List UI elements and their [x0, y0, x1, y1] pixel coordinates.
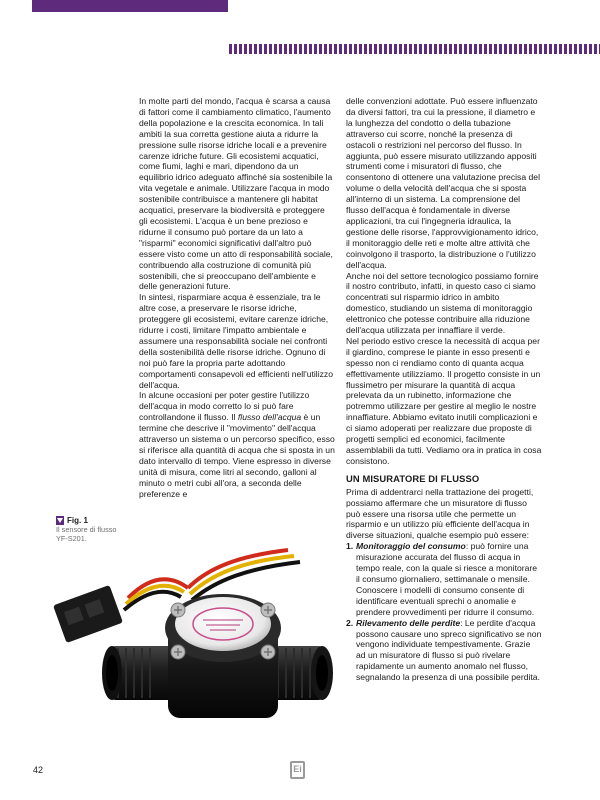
- connector-plug: [53, 585, 123, 643]
- list-item-title: Monitoraggio del consumo: [356, 541, 466, 552]
- figure-label: Fig. 1: [67, 516, 88, 525]
- figure-caption-line-1: Il sensore di flusso: [56, 525, 117, 534]
- figure-caption-line-2: YF-S201.: [56, 534, 87, 543]
- flow-term: flusso dell'acqua: [237, 412, 302, 423]
- left-paragraph-3-start: In alcune occasioni per poter gestire l'utilizzo dell'acqua in modo corretto lo si può fare controllandone il flusso. Il: [139, 390, 310, 423]
- right-text-column: [346, 96, 542, 683]
- list-item: [346, 618, 542, 683]
- inlet-pipe: [102, 646, 178, 700]
- header-color-band: [32, 0, 228, 12]
- left-paragraph-3-end: è un termine che descrive il "movimento" dell'acqua attraverso un sistema o un percorso specifico, esso si riferisce alla quantità di acqua che si sposta in un dato intervallo di tempo. Viene espresso in diverse unità di misura, come litri al secondo, galloni al minuto o metri cubi all'ora, a seconda delle preferenze e: [139, 412, 335, 499]
- list-item-text: : Le perdite d'acqua possono causare uno spreco significativo se non vengono individuate tempestivamente. Grazie ad un misuratore di flusso si può rivelare rapidamente un aumento anomalo nel flusso, segnalando la presenza di una possibile perdita.: [356, 617, 542, 683]
- list-item: [346, 541, 542, 617]
- header-stripe-decoration: [229, 44, 600, 54]
- left-paragraph-2: In sintesi, risparmiare acqua è essenziale, tra le altre cose, a preservare le risorse idriche, proteggere gli ecosistemi, evitare carenze idriche, ridurre i costi, limitare l'impatto ambientale e assumere una responsabilità sociale nei confronti della sostenibilità delle risorse idriche. Ognuno di noi può fare la propria parte adottando comportamenti consapevoli ed efficienti nell'utilizzo dell'acqua.: [139, 292, 333, 390]
- arrow-down-icon: [56, 516, 64, 525]
- list-item-title: Rilevamento delle perdite: [356, 617, 461, 628]
- section-title: UN MISURATORE DI FLUSSO: [346, 472, 480, 484]
- list-item-number: 2.: [346, 617, 354, 628]
- right-paragraph-4: Prima di addentrarci nella trattazione dei progetti, possiamo affermare che un misuratore di flusso può essere una risorsa utile che permette un risparmio e un utilizzo più efficiente dell'acqua in diverse situazioni, qualche esempio può essere:: [346, 486, 534, 541]
- list-item-text: : può fornire una misurazione accurata del flusso di acqua in tempo reale, con la quale si riesce a monitorare il consumo giornaliero, settimanale o mensile. Conoscere i modelli di consumo consente di identificare eventuali sprechi o anomalie e prendere provvedimenti per ridurre il consumo.: [356, 541, 538, 617]
- right-paragraph-1: delle convenzioni adottate. Può essere influenzato da diversi fattori, tra cui la pressione, il diametro e la lunghezza del condotto o della tubazione attraverso cui scorre, nonché la presenza di ostacoli o restrizioni nel percorso del flusso. In aggiunta, può essere misurato utilizzando appositi strumenti come i misuratori di flusso, che consentono di ottenere una valutazione precisa del volume o della velocità dell'acqua che si sposta all'interno di un sistema. La comprensione del flusso dell'acqua è fondamentale in diverse applicazioni, tra cui l'ingegneria idraulica, la gestione delle risorse, l'approvvigionamento idrico, il monitoraggio delle reti e molte altre attività che coinvolgono il trasporto, la distribuzione o l'utilizzo dell'acqua.: [346, 96, 540, 270]
- right-paragraph-2: Anche noi del settore tecnologico possiamo fornire il nostro contributo, infatti, in questo caso ci siamo concentrati sul risparmio idrico in ambito domestico, studiando un sistema di monitoraggio elettronico che potesse contribuire alla riduzione dell'acqua utilizzata per innaffiare il verde.: [346, 270, 539, 336]
- left-paragraph-3: [139, 390, 335, 499]
- magazine-logo: Ei: [290, 761, 305, 779]
- page-number: 42: [33, 765, 44, 775]
- flow-sensor-image: [38, 528, 338, 758]
- benefits-list: [346, 541, 542, 683]
- left-text-column: [139, 96, 335, 500]
- sensor-body: [165, 594, 281, 718]
- left-paragraph-1: In molte parti del mondo, l'acqua è scarsa a causa di fattori come il cambiamento climatico, l'aumento della popolazione e la crescita economica. In tali ambiti la sua corretta gestione aiuta a ridurre la pressione sulle risorse idriche locali e a prevenire carenze idriche future. Gli ecosistemi acquatici, come fiumi, laghi e mari, dipendono da un equilibrio idrico adeguato affinché sia sostenibile la vita vegetale e animale. Utilizzare l'acqua in modo sostenibile contribuisce a mantenere gli habitat acquatici, preservare la biodiversità e proteggere gli ecosistemi. L'acqua è un bene prezioso e ridurne il consumo può portare da un lato a "risparmi" economici significativi dall'altro può essere visto come un atto di responsabilità sociale, contribuendo alla costruzione di comunità più sostenibili, che si preoccupano dell'ambiente e delle generazioni future.: [139, 96, 333, 292]
- right-paragraph-3: Nel periodo estivo cresce la necessità di acqua per il giardino, comprese le piante in esso presenti e spesso non ci rendiamo conto di quanta acqua effettivamente utilizziamo. Il progetto consiste in un flussimetro per misurare la quantità di acqua prelevata da un rubinetto, informazione che potremmo utilizzare per gestire al meglio le nostre innaffiature. Abbiamo evitato inutili complicazioni e ci siamo adoperati per realizzare due proposte di progetti semplici ed economici, facilmente assemblabili da tutti. Vediamo ora in pratica in cosa consistono.: [346, 335, 542, 466]
- list-item-number: 1.: [346, 541, 354, 552]
